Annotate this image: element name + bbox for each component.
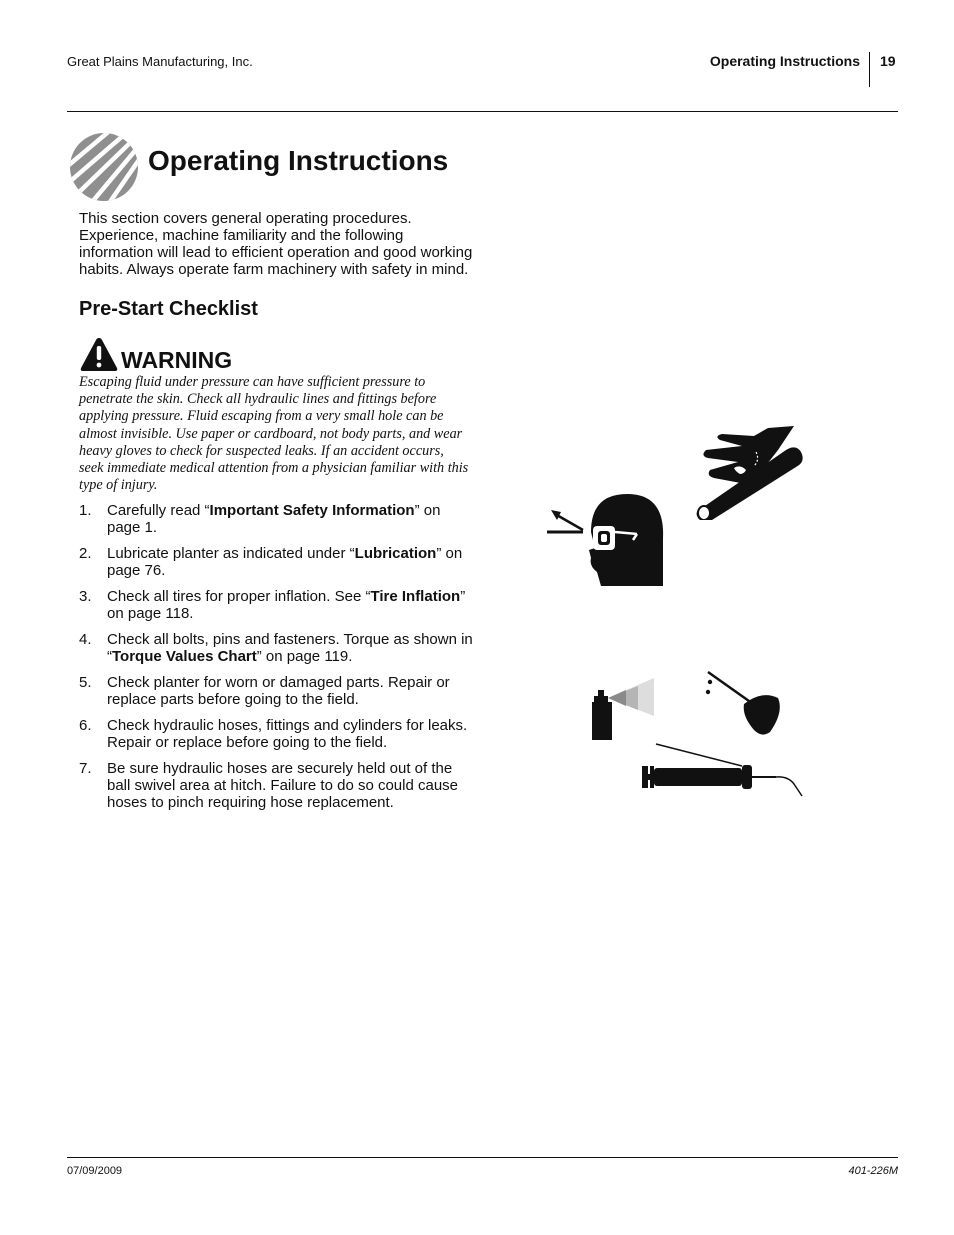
checklist-item bbox=[79, 545, 474, 579]
checklist-text: Check all bolts, pins and fasteners. Torque as shown in “ bbox=[107, 631, 473, 665]
checklist-text: Check planter for worn or damaged parts. Repair or replace parts before going to the field. bbox=[107, 674, 450, 708]
warning-text: Escaping fluid under pressure can have sufficient pressure to penetrate the skin. Check all hydraulic lines and fittings before applying pressure. Fluid escaping from a very small hole can be almost invisible. Use paper or cardboard, not body parts, and wear heavy gloves to check for suspected leaks. If an accident occurs, seek immediate medical attention from a physician familiar with this type of injury. bbox=[79, 374, 469, 494]
header-page-number: 19 bbox=[880, 53, 896, 69]
hand-hose-icon bbox=[694, 422, 806, 520]
checklist-text: Check all tires for proper inflation. See “ bbox=[107, 588, 371, 605]
warning-icon bbox=[80, 336, 118, 372]
header-company: Great Plains Manufacturing, Inc. bbox=[67, 54, 253, 69]
safety-glasses-icon bbox=[545, 492, 667, 590]
footer-rule bbox=[67, 1157, 898, 1158]
checklist-number: 2. bbox=[79, 545, 92, 562]
checklist-text: Check hydraulic hoses, fittings and cylinders for leaks. Repair or replace before going to the field. bbox=[107, 717, 468, 751]
checklist-number: 1. bbox=[79, 502, 92, 519]
warning-label: WARNING bbox=[121, 347, 233, 373]
checklist-item bbox=[79, 674, 474, 708]
checklist-reference: Torque Values Chart bbox=[112, 648, 257, 665]
checklist-text-end: ” on page 118. bbox=[107, 588, 466, 622]
logo-icon bbox=[69, 132, 139, 202]
footer-document-number: 401-226M bbox=[848, 1165, 898, 1177]
checklist-text-end: ” on page 1. bbox=[107, 502, 441, 536]
checklist-reference: Lubrication bbox=[354, 545, 437, 562]
checklist-text: Be sure hydraulic hoses are securely held out of the ball swivel area at hitch. Failure to do so could cause hoses to pinch requiring hose replacement. bbox=[107, 760, 459, 811]
checklist-item bbox=[79, 760, 474, 811]
checklist-number: 3. bbox=[79, 588, 92, 605]
page-title: Operating Instructions bbox=[148, 145, 449, 176]
intro-paragraph: This section covers general operating procedures. Experience, machine familiarity and the following information will lead to efficient operation and good working habits. Always operate farm machinery with safety in mind. bbox=[79, 210, 473, 278]
checklist-text: Lubricate planter as indicated under “ bbox=[107, 545, 355, 562]
checklist-text: Carefully read “ bbox=[107, 502, 210, 519]
section-subheading: Pre-Start Checklist bbox=[79, 298, 258, 320]
grease-gun-icon bbox=[638, 740, 806, 800]
checklist-item bbox=[79, 717, 474, 751]
header-divider bbox=[869, 52, 870, 87]
spray-can-icon bbox=[588, 676, 658, 742]
footer-date: 07/09/2009 bbox=[67, 1165, 123, 1177]
checklist-number: 4. bbox=[79, 631, 92, 648]
checklist-reference: Tire Inflation bbox=[370, 588, 461, 605]
pre-start-checklist bbox=[79, 502, 474, 811]
header-rule bbox=[67, 111, 898, 112]
checklist-number: 7. bbox=[79, 760, 92, 777]
checklist-number: 6. bbox=[79, 717, 92, 734]
checklist-number: 5. bbox=[79, 674, 92, 691]
checklist-item bbox=[79, 588, 474, 622]
checklist-text-end: ” on page 119. bbox=[256, 648, 353, 665]
checklist-text-end: ” on page 76. bbox=[107, 545, 463, 579]
checklist-reference: Important Safety Information bbox=[209, 502, 415, 519]
oil-can-icon bbox=[700, 668, 786, 740]
checklist-item bbox=[79, 631, 474, 665]
header-section-title: Operating Instructions bbox=[709, 53, 860, 69]
checklist-item bbox=[79, 502, 474, 536]
